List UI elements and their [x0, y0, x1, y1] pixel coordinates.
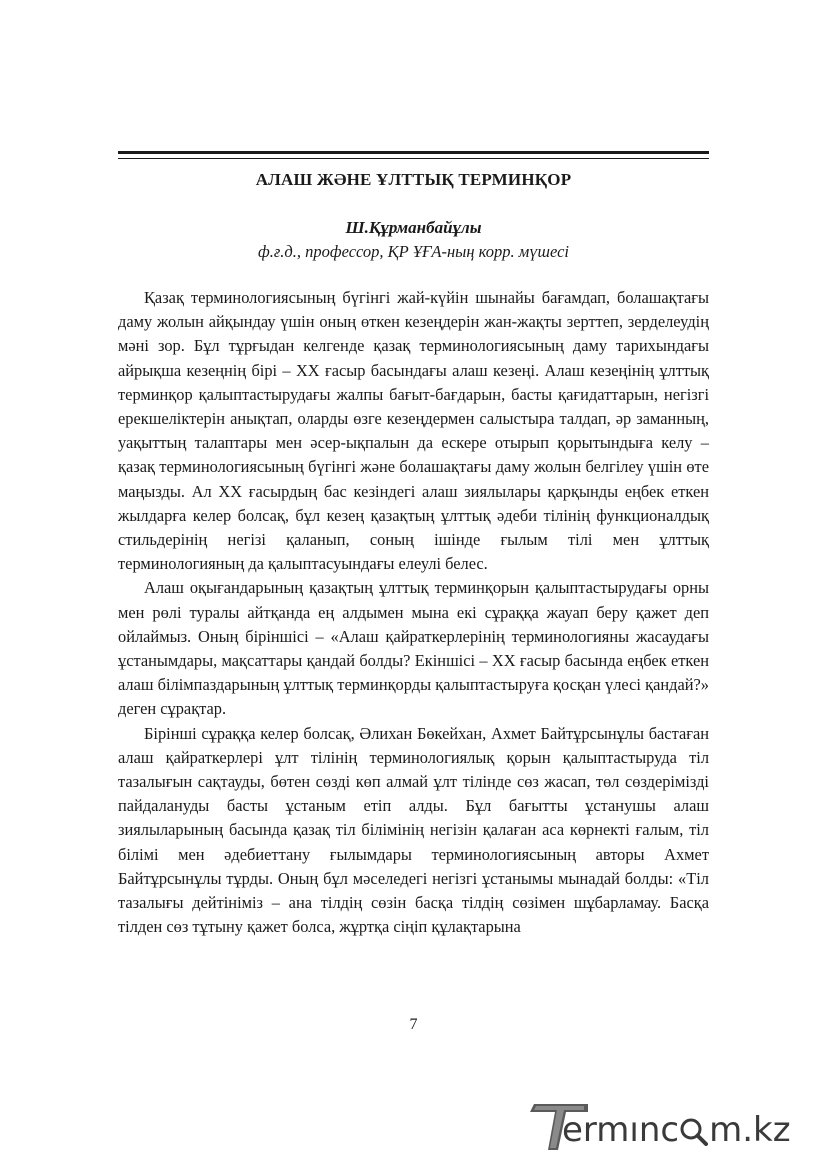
termincom-logo — [528, 1098, 818, 1158]
article-title: АЛАШ ЖӘНЕ ҰЛТТЫҚ ТЕРМИНҚОР — [255, 170, 572, 189]
author-affiliation: ф.ғ.д., профессор, ҚР ҰҒА-ның корр. мүшесі — [258, 242, 569, 261]
top-rule-thick — [118, 151, 709, 154]
logo-text-start: ermınc — [562, 1110, 680, 1150]
logo-wordmark — [562, 1110, 791, 1150]
article-body — [118, 286, 709, 939]
paragraph: Қазақ терминологиясының бүгінгі жай-күйін шынайы бағамдап, болашақтағы даму жолын айқындау үшін оның өткен кезеңдерін жан-жақты зерттеп, зерделеудің мәні зор. Бұл тұрғыдан келгенде қазақ терминологиясының даму тарихындағы айрықша кезеңнің бірі – ХХ ғасыр басындағы алаш кезеңі. Алаш кезеңінің ұлттық терминқор қалыптастырудағы жалпы бағыт-бағдарын, басты қағидаттарын, негізгі ерекшеліктерін анықтап, оларды өзге кезеңдермен салыстыра талдап, әр заманның, уақыттың талаптары мен әсер-ықпалын да ескере отырып қорытындыға келу – қазақ терминологиясының бүгінгі және болашақтағы даму жолын белгілеу үшін өте маңызды. Ал ХХ ғасырдың бас кезіндегі алаш зиялылары қарқынды еңбек еткен жылдарға келер болсақ, бұл кезең қазақтың ұлттық әдеби тілінің функционалдық стильдерінің негізі қаланып, соның ішінде ғылым тілі мен ұлттық терминологияның да қалыптасуындағы елеулі белес. — [118, 288, 709, 574]
page-number: 7 — [409, 1016, 418, 1033]
logo-text-end: m.kz — [709, 1110, 791, 1150]
magnifier-icon — [679, 1116, 709, 1146]
top-rule-thin — [118, 158, 709, 159]
article-author: Ш.Құрманбайұлы — [345, 218, 482, 237]
paragraph: Алаш оқығандарының қазақтың ұлттық терминқорын қалыптастырудағы орны мен рөлі туралы айтқанда ең алдымен мына екі сұраққа жауап беру қажет деп ойлаймыз. Оның біріншісі – «Алаш қайраткерлерінің терминологияны жасаудағы ұстанымдары, мақсаттары қандай болды? Екіншісі – ХХ ғасыр басында еңбек еткен алаш білімпаздарының ұлттық терминқорды қалыптастыруға қосқан үлесі қандай?» деген сұрақтар. — [118, 578, 709, 719]
paragraph: Бірінші сұраққа келер болсақ, Әлихан Бөкейхан, Ахмет Байтұрсынұлы бастаған алаш қайраткерлері ұлт тілінің терминологиялық қорын қалыптастыруда тіл тазалығын сақтауды, бөтен сөзді көп алмай ұлт тілінде сөз жасап, төл сөздерімізді пайдалануды басты ұстаным етіп алды. Бұл бағытты ұстанушы алаш зиялыларының басында қазақ тіл білімінің негізін қалаған аса көрнекті ғалым, тіл білімі мен әдебиеттану ғылымдары терминологиясының авторы Ахмет Байтұрсынұлы тұрды. Оның бұл мәселедегі негізгі ұстанымы мынадай болды: «Тіл тазалығы дейтініміз – ана тілдің сөзін басқа тілдің сөзімен шұбарламау. Басқа тілден сөз тұтыну қажет болса, жұртқа сіңіп құлақтарына — [118, 723, 709, 937]
